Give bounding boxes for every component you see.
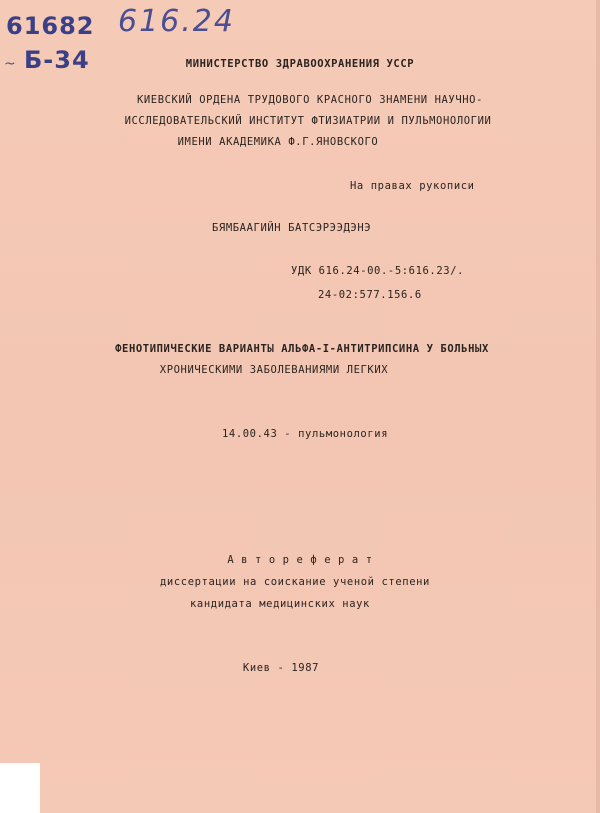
- handwritten-catalog-number: 61682: [6, 12, 95, 40]
- institute-line-3: ИМЕНИ АКАДЕМИКА Ф.Г.ЯНОВСКОГО: [177, 136, 379, 148]
- handwritten-mark: ~: [4, 56, 16, 72]
- author-name: БЯМБААГИЙН БАТСЭРЭЭДЭНЭ: [212, 222, 372, 234]
- rights-note: На правах рукописи: [350, 180, 475, 192]
- dissertation-title-line-2: ХРОНИЧЕСКИМИ ЗАБОЛЕВАНИЯМИ ЛЕГКИХ: [159, 364, 389, 376]
- abstract-label: А в т о р е ф е р а т: [227, 554, 373, 566]
- udk-line-2: 24-02:577.156.6: [318, 289, 422, 301]
- abstract-degree-line-2: кандидата медицинских наук: [190, 598, 370, 610]
- handwritten-shelf-mark: Б-34: [24, 46, 90, 74]
- ministry-heading: МИНИСТЕРСТВО ЗДРАВООХРАНЕНИЯ УССР: [185, 58, 415, 70]
- dissertation-title-line-1: ФЕНОТИПИЧЕСКИЕ ВАРИАНТЫ АЛЬФА-I-АНТИТРИПСИНА У БОЛЬНЫХ: [115, 343, 489, 355]
- scan-corner-blank: [0, 763, 40, 813]
- specialty-code: 14.00.43 - пульмонология: [222, 428, 389, 440]
- place-and-year: Киев - 1987: [242, 662, 320, 674]
- abstract-degree-line-1: диссертации на соискание ученой степени: [160, 576, 430, 588]
- institute-line-1: КИЕВСКИЙ ОРДЕНА ТРУДОВОГО КРАСНОГО ЗНАМЕНИ НАУЧНО-: [136, 94, 484, 106]
- udk-line-1: УДК 616.24-00.-5:616.23/.: [291, 265, 465, 277]
- page-edge: [596, 0, 600, 813]
- handwritten-classification: 616.24: [118, 4, 235, 39]
- institute-line-2: ИССЛЕДОВАТЕЛЬСКИЙ ИНСТИТУТ ФТИЗИАТРИИ И ПУЛЬМОНОЛОГИИ: [124, 115, 492, 127]
